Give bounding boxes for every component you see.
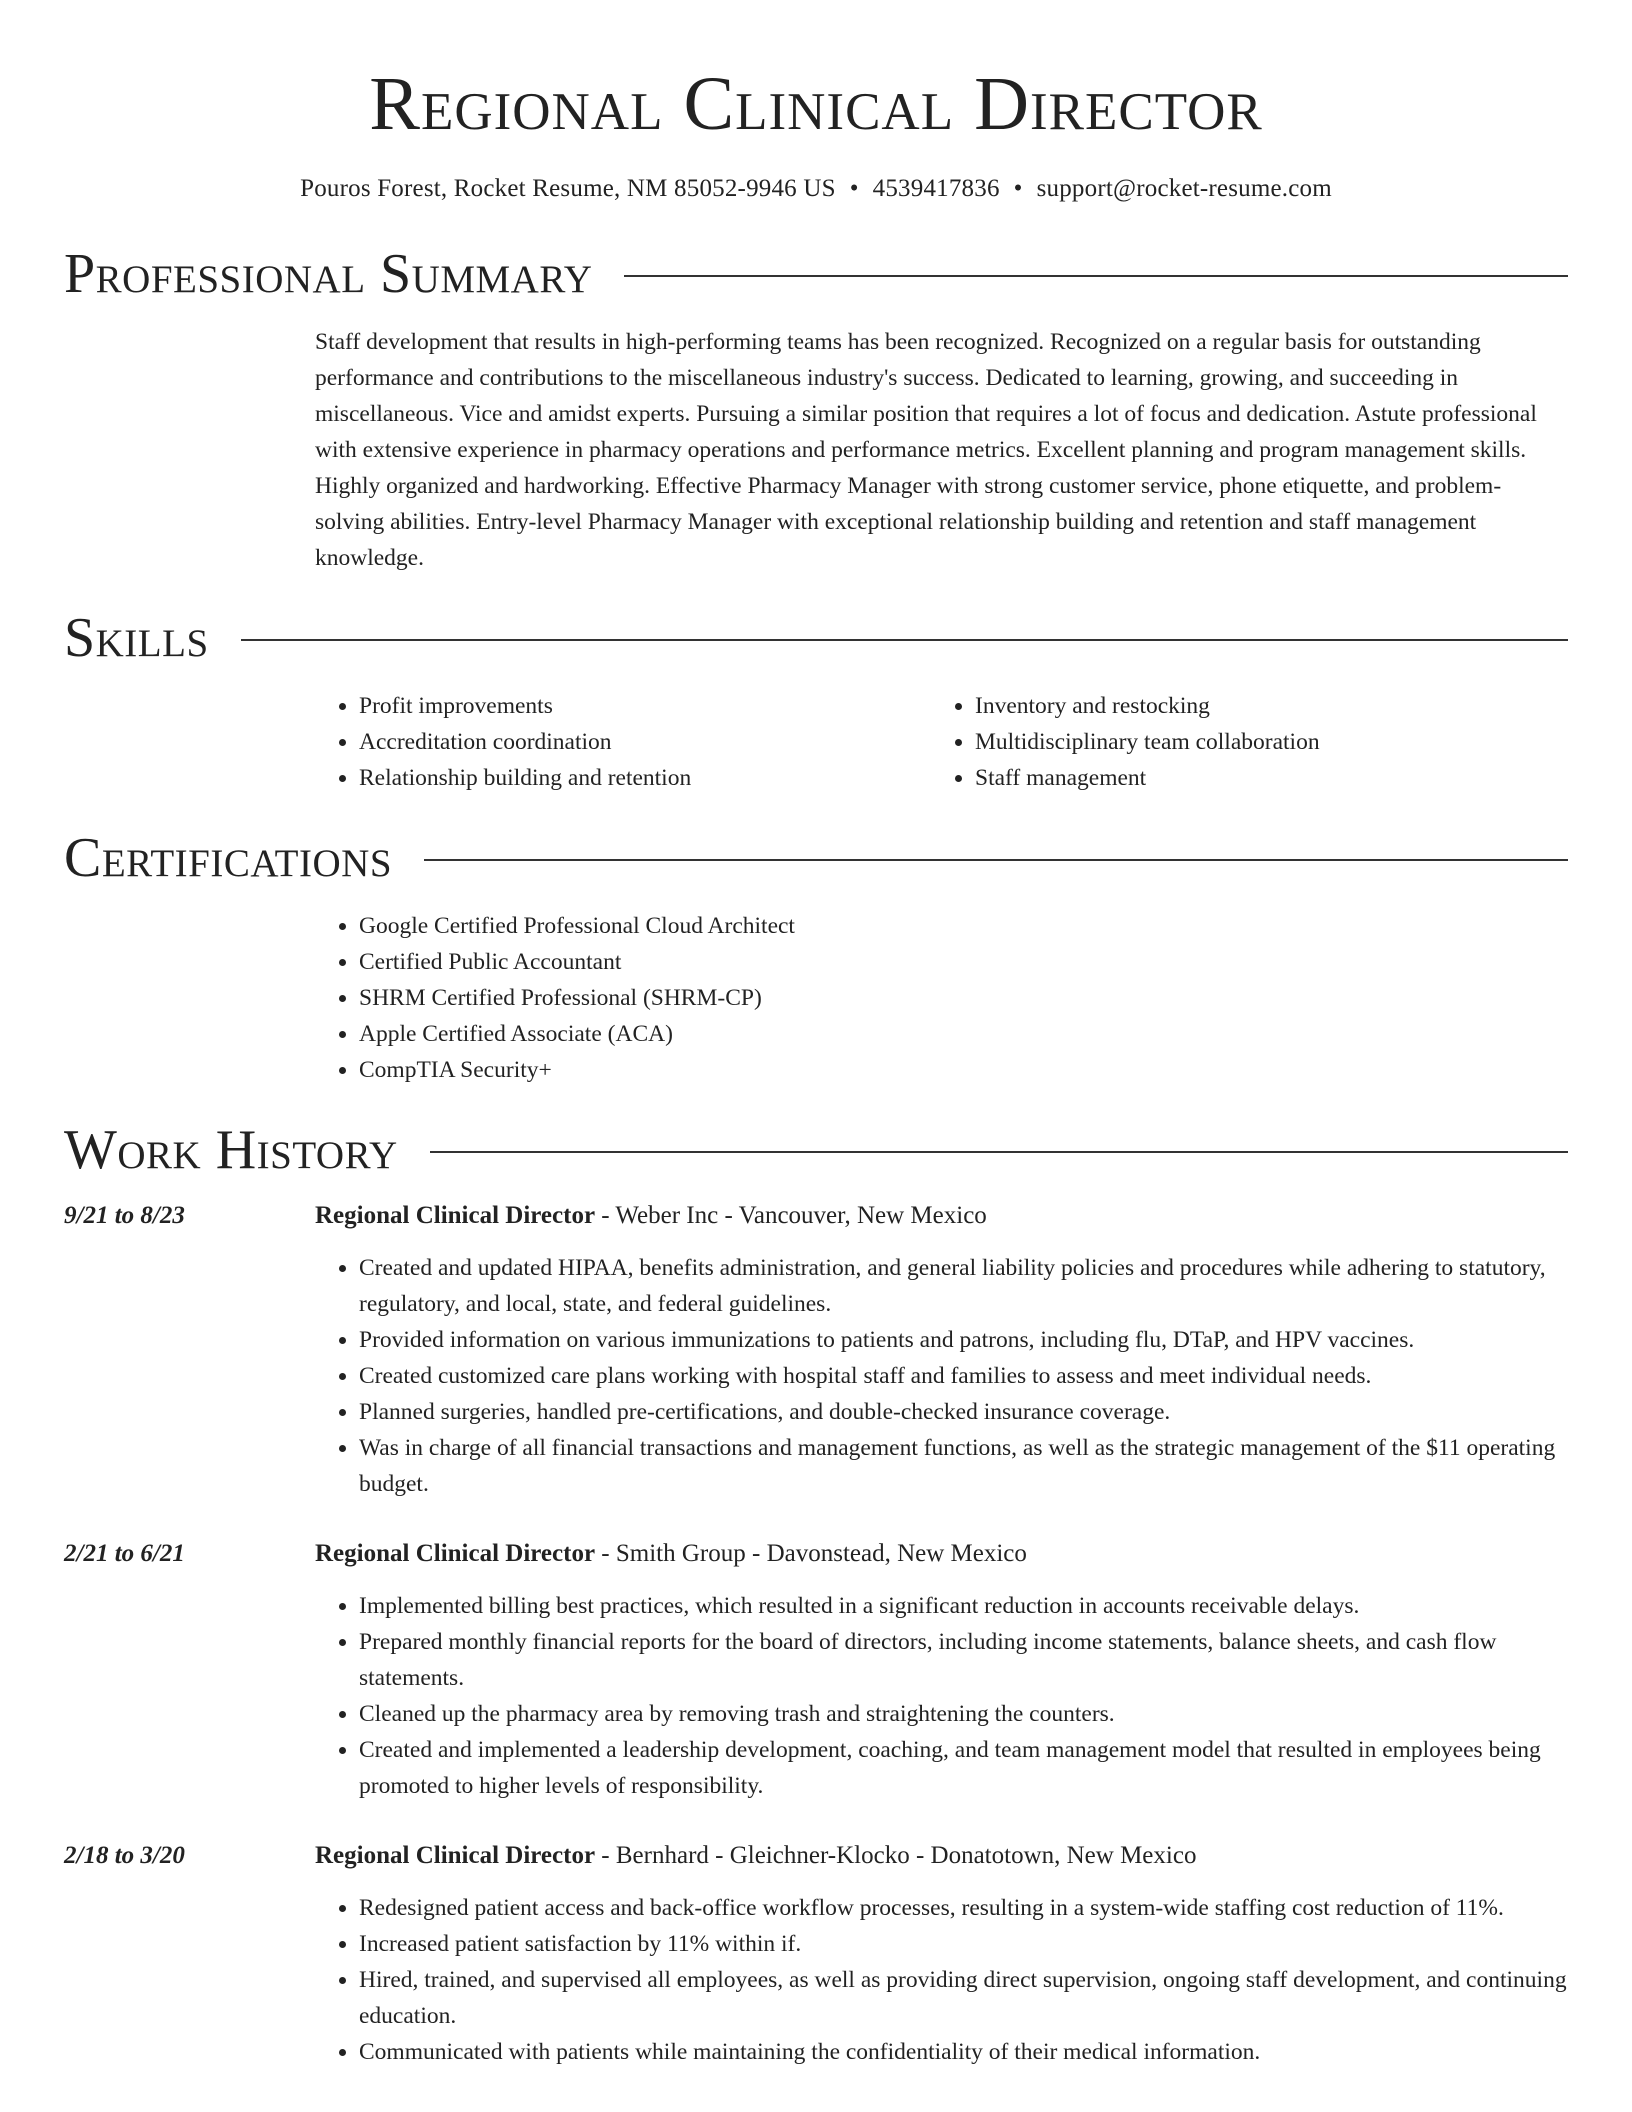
skills-column-left: [315, 688, 931, 796]
section-divider: [624, 275, 1568, 277]
job-dates: 2/18 to 3/20: [64, 1842, 185, 1869]
certifications-section-header: [64, 826, 1568, 890]
resume-page: [64, 0, 1568, 2070]
job-entry: [64, 1536, 1568, 1804]
job-bullet: • Cleaned up the pharmacy area by removing trash and straightening the counters.: [359, 1696, 1568, 1732]
job-bullet: • Prepared monthly financial reports for the board of directors, including income statements, balance sheets, and cash flow statements.: [359, 1624, 1568, 1696]
job-bullet: • Provided information on various immunizations to patients and patrons, including flu, DTaP, and HPV vaccines.: [359, 1322, 1568, 1358]
job-bullets: [315, 1588, 1568, 1804]
job-bullet: • Implemented billing best practices, which resulted in a significant reduction in accounts receivable delays.: [359, 1588, 1568, 1624]
job-entry: [64, 1198, 1568, 1502]
job-bullet: • Created and updated HIPAA, benefits administration, and general liability policies and procedures while adhering to statutory, regulatory, and local, state, and federal guidelines.: [359, 1250, 1568, 1322]
job-header: [64, 1536, 1568, 1572]
job-bullet-list: [315, 1890, 1568, 2070]
certifications-section: [315, 908, 1568, 1088]
job-bullet-list: [315, 1588, 1568, 1804]
summary-heading: Professional Summary: [64, 243, 593, 305]
job-entry: [64, 1838, 1568, 2070]
skill-item: • Accreditation coordination: [359, 724, 931, 760]
contact-email: support@rocket-resume.com: [1036, 175, 1332, 202]
job-bullet-list: [315, 1250, 1568, 1502]
skills-heading: Skills: [64, 607, 209, 669]
summary-section: [315, 324, 1568, 576]
skill-item: • Staff management: [975, 760, 1568, 796]
resume-name-heading: Regional Clinical Director: [369, 62, 1263, 146]
contact-line: [64, 172, 1568, 206]
job-bullet: • Created customized care plans working with hospital staff and families to assess and meet individual needs.: [359, 1358, 1568, 1394]
skill-item: • Inventory and restocking: [975, 688, 1568, 724]
job-dates: 2/21 to 6/21: [64, 1540, 185, 1567]
job-dates: 9/21 to 8/23: [64, 1202, 185, 1229]
skill-item: • Multidisciplinary team collaboration: [975, 724, 1568, 760]
job-bullet: • Redesigned patient access and back-office workflow processes, resulting in a system-wide staffing cost reduction of 11%.: [359, 1890, 1568, 1926]
skills-section-header: [64, 606, 1568, 670]
job-title: Regional Clinical Director: [315, 1540, 596, 1567]
certification-item: • SHRM Certified Professional (SHRM-CP): [359, 980, 1568, 1016]
summary-section-header: [64, 242, 1568, 306]
job-title-line: [315, 1536, 1027, 1572]
summary-text: Staff development that results in high-performing teams has been recognized. Recognized on a regular basis for outstanding performance and contributions to the miscellaneous industry's success. Dedicated to learning, growing, and succeeding in miscellaneous. Vice and amidst experts. Pursuing a similar position that requires a lot of focus and dedication. Astute professional with extensive experience in pharmacy operations and performance metrics. Excellent planning and program management skills. Highly organized and hardworking. Effective Pharmacy Manager with strong customer service, phone etiquette, and problem-solving abilities. Entry-level Pharmacy Manager with exceptional relationship building and retention and staff management knowledge.: [315, 329, 1537, 571]
certification-item: • CompTIA Security+: [359, 1052, 1568, 1088]
job-title: Regional Clinical Director: [315, 1842, 596, 1869]
job-bullets: [315, 1250, 1568, 1502]
contact-address: Pouros Forest, Rocket Resume, NM 85052-9946 US: [300, 175, 836, 202]
certification-item: • Certified Public Accountant: [359, 944, 1568, 980]
section-divider: [241, 639, 1568, 641]
certification-item: • Apple Certified Associate (ACA): [359, 1016, 1568, 1052]
skills-list: [315, 688, 1568, 796]
skill-item: • Relationship building and retention: [359, 760, 931, 796]
contact-phone: 4539417836: [872, 175, 1000, 202]
contact-separator: •: [1013, 175, 1023, 202]
job-bullets: [315, 1890, 1568, 2070]
skills-column-right: [931, 688, 1568, 796]
job-bullet: • Communicated with patients while maintaining the confidentiality of their medical information.: [359, 2034, 1568, 2070]
job-header: [64, 1838, 1568, 1874]
job-header: [64, 1198, 1568, 1234]
job-title-line: [315, 1838, 1196, 1874]
job-bullet: • Was in charge of all financial transactions and management functions, as well as the strategic management of the $11 operating budget.: [359, 1430, 1568, 1502]
job-details: - Bernhard - Gleichner-Klocko - Donatotown, New Mexico: [595, 1842, 1197, 1869]
job-details: - Weber Inc - Vancouver, New Mexico: [595, 1202, 987, 1229]
job-title-line: [315, 1198, 987, 1234]
work-history-heading: Work History: [64, 1119, 398, 1181]
job-bullet: • Created and implemented a leadership development, coaching, and team management model that resulted in employees being promoted to higher levels of responsibility.: [359, 1732, 1568, 1804]
job-bullet: • Increased patient satisfaction by 11% within if.: [359, 1926, 1568, 1962]
work-history-section-header: [64, 1118, 1568, 1182]
job-bullet: • Hired, trained, and supervised all employees, as well as providing direct supervision, ongoing staff development, and continuing education.: [359, 1962, 1568, 2034]
section-divider: [430, 1151, 1568, 1153]
skill-item: • Profit improvements: [359, 688, 931, 724]
job-bullet: • Planned surgeries, handled pre-certifications, and double-checked insurance coverage.: [359, 1394, 1568, 1430]
certifications-heading: Certifications: [64, 827, 393, 889]
certification-item: • Google Certified Professional Cloud Architect: [359, 908, 1568, 944]
job-title: Regional Clinical Director: [315, 1202, 596, 1229]
certifications-list: [315, 908, 1568, 1088]
contact-separator: •: [849, 175, 859, 202]
job-details: - Smith Group - Davonstead, New Mexico: [595, 1540, 1027, 1567]
section-divider: [424, 859, 1568, 861]
